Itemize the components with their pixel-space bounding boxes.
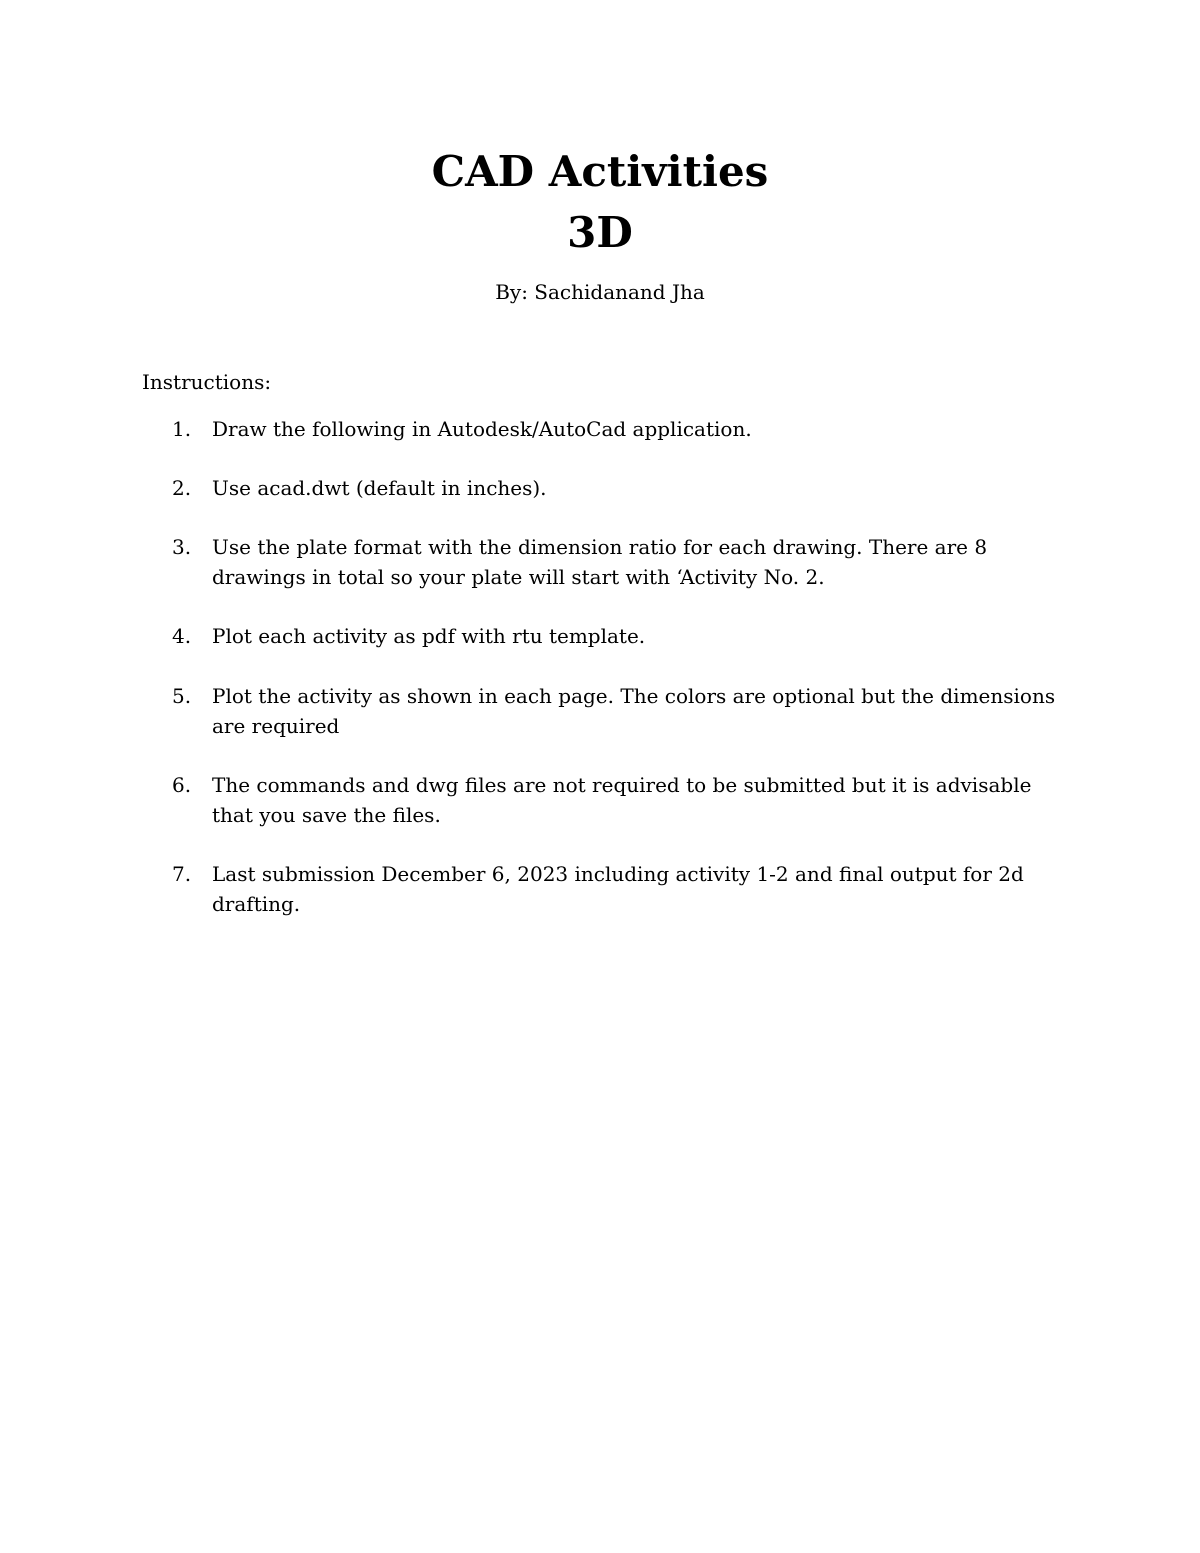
instruction-number: 6. [172,773,192,797]
instruction-text: Use acad.dwt (default in inches). [212,476,547,500]
instruction-text: Use the plate format with the dimension ratio for each drawing. There are 8 drawings in total so your plate will start with ‘Activity No. 2. [212,535,988,589]
instruction-number: 5. [172,684,192,708]
document-subtitle: 3D [567,208,633,257]
instruction-number: 3. [172,535,192,559]
instructions-heading: Instructions: [142,370,272,394]
instruction-text: Last submission December 6, 2023 including activity 1-2 and final output for 2d drafting. [212,862,1024,916]
instruction-number: 1. [172,417,192,441]
instruction-text: Draw the following in Autodesk/AutoCad application. [212,417,752,441]
document-title: CAD Activities [431,147,769,196]
instruction-text: The commands and dwg files are not required to be submitted but it is advisable that you save the files. [212,773,1032,827]
instruction-text: Plot the activity as shown in each page. The colors are optional but the dimensions are required [212,684,1056,738]
instruction-number: 2. [172,476,192,500]
author-byline: By: Sachidanand Jha [495,280,705,304]
instruction-text: Plot each activity as pdf with rtu template. [212,624,646,648]
instruction-number: 7. [172,862,192,886]
instruction-number: 4. [172,624,192,648]
